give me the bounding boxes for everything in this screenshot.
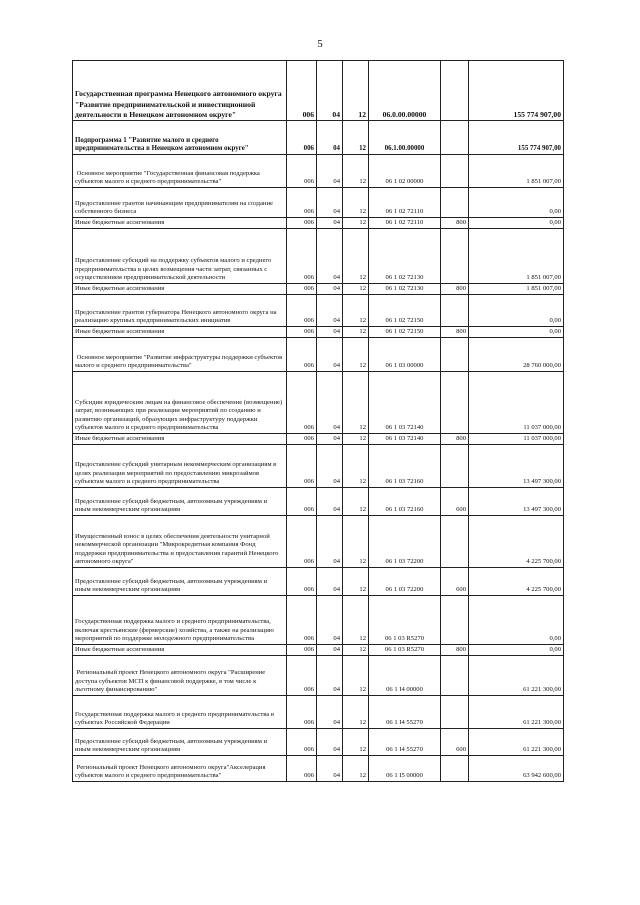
row-subsection: 12 bbox=[343, 284, 369, 295]
row-amount: 61 221 300,00 bbox=[469, 656, 564, 696]
row-section: 04 bbox=[317, 729, 343, 756]
row-target-article: 06 1 03 72200 bbox=[369, 516, 441, 568]
table-row bbox=[73, 218, 564, 229]
row-subsection: 12 bbox=[343, 756, 369, 782]
row-amount: 4 225 700,00 bbox=[469, 516, 564, 568]
row-admin-code: 006 bbox=[287, 61, 317, 121]
row-name: Предоставление субсидий на поддержку субъектов малого и среднего предпринимательства в целях возмещения части затрат, связанных с осуществлением предпринимательской деятельности bbox=[73, 229, 287, 284]
row-target-article: 06 1 02 72150 bbox=[369, 327, 441, 338]
row-admin-code: 006 bbox=[287, 218, 317, 229]
row-name: Государственная поддержка малого и среднего предпринимательства, включая крестьянские (фермерские) хозяйства, а также на реализацию мероприятий по поддержке молодежного предпринимательства bbox=[73, 596, 287, 645]
row-subsection: 12 bbox=[343, 729, 369, 756]
row-subsection: 12 bbox=[343, 295, 369, 327]
row-name: Региональный проект Ненецкого автономного округа"Акселерация субъектов малого и среднего предпринимательства" bbox=[73, 756, 287, 782]
row-name: Предоставление грантов губернатора Ненецкого автономного округа на реализацию крупных предпринимательских инициатив bbox=[73, 295, 287, 327]
row-target-article: 06 1 03 72140 bbox=[369, 434, 441, 445]
row-name: Основное мероприятие "Государственная финансовая поддержка субъектов малого и среднего предпринимательства" bbox=[73, 155, 287, 188]
row-subsection: 12 bbox=[343, 338, 369, 372]
row-expense-type bbox=[441, 61, 469, 121]
table-row bbox=[73, 155, 564, 188]
row-name: Иные бюджетные ассигнования bbox=[73, 645, 287, 656]
row-expense-type bbox=[441, 295, 469, 327]
row-section: 04 bbox=[317, 434, 343, 445]
row-expense-type: 600 bbox=[441, 488, 469, 516]
row-amount: 11 037 000,00 bbox=[469, 434, 564, 445]
row-amount: 0,00 bbox=[469, 645, 564, 656]
row-admin-code: 006 bbox=[287, 284, 317, 295]
row-amount: 0,00 bbox=[469, 596, 564, 645]
row-subsection: 12 bbox=[343, 645, 369, 656]
row-amount: 0,00 bbox=[469, 295, 564, 327]
row-subsection: 12 bbox=[343, 516, 369, 568]
row-section: 04 bbox=[317, 445, 343, 488]
row-subsection: 12 bbox=[343, 488, 369, 516]
row-name: Предоставление субсидий бюджетным, автономным учреждениям и иным некоммерческим организациям bbox=[73, 568, 287, 596]
row-subsection: 12 bbox=[343, 568, 369, 596]
row-amount: 61 221 300,00 bbox=[469, 729, 564, 756]
row-amount: 155 774 907,00 bbox=[469, 61, 564, 121]
row-section: 04 bbox=[317, 372, 343, 434]
row-section: 04 bbox=[317, 284, 343, 295]
row-expense-type: 800 bbox=[441, 218, 469, 229]
table-row bbox=[73, 121, 564, 155]
row-expense-type bbox=[441, 229, 469, 284]
row-target-article: 06 1 02 72130 bbox=[369, 284, 441, 295]
row-admin-code: 006 bbox=[287, 645, 317, 656]
table-row bbox=[73, 568, 564, 596]
table-row bbox=[73, 729, 564, 756]
row-subsection: 12 bbox=[343, 155, 369, 188]
row-admin-code: 006 bbox=[287, 729, 317, 756]
row-target-article: 06 1 03 R5270 bbox=[369, 596, 441, 645]
row-name: Предоставление субсидий бюджетным, автономным учреждениям и иным некоммерческим организациям bbox=[73, 729, 287, 756]
row-expense-type bbox=[441, 121, 469, 155]
table-row bbox=[73, 516, 564, 568]
row-expense-type bbox=[441, 756, 469, 782]
table-row bbox=[73, 696, 564, 729]
row-amount: 13 497 300,00 bbox=[469, 445, 564, 488]
row-section: 04 bbox=[317, 756, 343, 782]
row-expense-type bbox=[441, 516, 469, 568]
row-subsection: 12 bbox=[343, 434, 369, 445]
row-target-article: 06 1 03 72140 bbox=[369, 372, 441, 434]
row-target-article: 06 1 02 72150 bbox=[369, 295, 441, 327]
row-target-article: 06 1 I5 00000 bbox=[369, 756, 441, 782]
row-admin-code: 006 bbox=[287, 155, 317, 188]
row-amount: 0,00 bbox=[469, 218, 564, 229]
row-amount: 1 851 007,00 bbox=[469, 284, 564, 295]
table-row bbox=[73, 372, 564, 434]
row-subsection: 12 bbox=[343, 445, 369, 488]
row-admin-code: 006 bbox=[287, 327, 317, 338]
row-name: Предоставление субсидий бюджетным, автономным учреждениям и иным некоммерческим организациям bbox=[73, 488, 287, 516]
budget-table-body bbox=[73, 61, 564, 782]
row-expense-type bbox=[441, 338, 469, 372]
row-subsection: 12 bbox=[343, 696, 369, 729]
table-row bbox=[73, 756, 564, 782]
row-section: 04 bbox=[317, 568, 343, 596]
row-expense-type: 800 bbox=[441, 284, 469, 295]
row-subsection: 12 bbox=[343, 372, 369, 434]
row-expense-type bbox=[441, 445, 469, 488]
row-target-article: 06 1 03 72160 bbox=[369, 445, 441, 488]
row-section: 04 bbox=[317, 327, 343, 338]
row-name: Государственная поддержка малого и среднего предпринимательства в субъектах Российской Федерации bbox=[73, 696, 287, 729]
budget-table bbox=[72, 60, 564, 782]
row-name: Иные бюджетные ассигнования bbox=[73, 327, 287, 338]
row-target-article: 06 1 02 72110 bbox=[369, 188, 441, 218]
row-section: 04 bbox=[317, 338, 343, 372]
row-admin-code: 006 bbox=[287, 656, 317, 696]
table-row bbox=[73, 338, 564, 372]
row-name: Основное мероприятие "Развитие инфраструктуры поддержки субъектов малого и среднего предпринимательства" bbox=[73, 338, 287, 372]
row-subsection: 12 bbox=[343, 121, 369, 155]
row-admin-code: 006 bbox=[287, 756, 317, 782]
row-name: Региональный проект Ненецкого автономного округа "Расширение доступа субъектов МСП к финансовой поддержке, в том числе к льготному финансированию" bbox=[73, 656, 287, 696]
table-row bbox=[73, 488, 564, 516]
row-expense-type bbox=[441, 155, 469, 188]
row-target-article: 06 1 03 R5270 bbox=[369, 645, 441, 656]
row-subsection: 12 bbox=[343, 327, 369, 338]
row-name: Имущественный взнос в целях обеспечения деятельности унитарной некоммерческой организации "Микрокредитная компания Фонд поддержки предпринимательства и предоставления гарантий Ненецкого автономного округа" bbox=[73, 516, 287, 568]
table-row bbox=[73, 284, 564, 295]
table-row bbox=[73, 61, 564, 121]
row-section: 04 bbox=[317, 218, 343, 229]
row-amount: 1 851 007,00 bbox=[469, 229, 564, 284]
row-target-article: 06 1 I4 55270 bbox=[369, 696, 441, 729]
row-expense-type bbox=[441, 372, 469, 434]
row-admin-code: 006 bbox=[287, 372, 317, 434]
row-name: Государственная программа Ненецкого автономного округа "Развитие предпринимательской и инвестиционной деятельности в Ненецком автономном округе" bbox=[73, 61, 287, 121]
row-section: 04 bbox=[317, 229, 343, 284]
row-expense-type bbox=[441, 656, 469, 696]
row-amount: 13 497 300,00 bbox=[469, 488, 564, 516]
row-expense-type: 600 bbox=[441, 729, 469, 756]
row-target-article: 06 1 02 72110 bbox=[369, 218, 441, 229]
table-row bbox=[73, 596, 564, 645]
table-row bbox=[73, 656, 564, 696]
row-expense-type: 800 bbox=[441, 434, 469, 445]
row-amount: 1 851 007,00 bbox=[469, 155, 564, 188]
row-amount: 4 225 700,00 bbox=[469, 568, 564, 596]
row-admin-code: 006 bbox=[287, 696, 317, 729]
row-target-article: 06 1 02 72130 bbox=[369, 229, 441, 284]
row-target-article: 06 1 03 72160 bbox=[369, 488, 441, 516]
row-name: Иные бюджетные ассигнования bbox=[73, 218, 287, 229]
row-subsection: 12 bbox=[343, 229, 369, 284]
row-subsection: 12 bbox=[343, 188, 369, 218]
row-admin-code: 006 bbox=[287, 434, 317, 445]
row-subsection: 12 bbox=[343, 61, 369, 121]
row-expense-type: 600 bbox=[441, 568, 469, 596]
row-target-article: 06 1 03 00000 bbox=[369, 338, 441, 372]
row-amount: 11 037 000,00 bbox=[469, 372, 564, 434]
row-expense-type: 800 bbox=[441, 645, 469, 656]
row-amount: 63 942 600,00 bbox=[469, 756, 564, 782]
row-amount: 0,00 bbox=[469, 327, 564, 338]
row-section: 04 bbox=[317, 121, 343, 155]
row-target-article: 06 1 02 00000 bbox=[369, 155, 441, 188]
row-subsection: 12 bbox=[343, 596, 369, 645]
row-name: Субсидии юридическим лицам на финансовое обеспечение (возмещение) затрат, возникающих при реализации мероприятий по созданию и развитию организаций, образующих инфраструктуру поддержки субъектов малого и среднего предпринимательства bbox=[73, 372, 287, 434]
row-section: 04 bbox=[317, 295, 343, 327]
row-expense-type bbox=[441, 696, 469, 729]
row-admin-code: 006 bbox=[287, 229, 317, 284]
row-section: 04 bbox=[317, 656, 343, 696]
row-admin-code: 006 bbox=[287, 596, 317, 645]
row-admin-code: 006 bbox=[287, 188, 317, 218]
row-section: 04 bbox=[317, 488, 343, 516]
row-section: 04 bbox=[317, 61, 343, 121]
row-target-article: 06 1 03 72200 bbox=[369, 568, 441, 596]
row-section: 04 bbox=[317, 188, 343, 218]
row-admin-code: 006 bbox=[287, 516, 317, 568]
row-admin-code: 006 bbox=[287, 121, 317, 155]
row-expense-type: 800 bbox=[441, 327, 469, 338]
row-amount: 61 221 300,00 bbox=[469, 696, 564, 729]
row-expense-type bbox=[441, 596, 469, 645]
row-target-article: 06 1 I4 55270 bbox=[369, 729, 441, 756]
table-row bbox=[73, 434, 564, 445]
row-target-article: 06.0.00.00000 bbox=[369, 61, 441, 121]
row-target-article: 06 1 I4 00000 bbox=[369, 656, 441, 696]
row-subsection: 12 bbox=[343, 218, 369, 229]
row-name: Предоставление субсидий унитарным некоммерческим организациям в целях реализации мероприятий по предоставлению микрозаймов субъектам малого и среднего предпринимательства bbox=[73, 445, 287, 488]
row-amount: 28 760 000,00 bbox=[469, 338, 564, 372]
page-number: 5 bbox=[317, 38, 323, 50]
row-expense-type bbox=[441, 188, 469, 218]
row-amount: 0,00 bbox=[469, 188, 564, 218]
row-amount: 155 774 907,00 bbox=[469, 121, 564, 155]
row-admin-code: 006 bbox=[287, 568, 317, 596]
row-admin-code: 006 bbox=[287, 338, 317, 372]
row-admin-code: 006 bbox=[287, 295, 317, 327]
row-admin-code: 006 bbox=[287, 488, 317, 516]
row-target-article: 06.1.00.00000 bbox=[369, 121, 441, 155]
row-name: Подпрограмма 1 "Развитие малого и среднего предпринимательства в Ненецком автономном округе" bbox=[73, 121, 287, 155]
row-admin-code: 006 bbox=[287, 445, 317, 488]
row-name: Иные бюджетные ассигнования bbox=[73, 284, 287, 295]
row-section: 04 bbox=[317, 155, 343, 188]
table-row bbox=[73, 645, 564, 656]
row-name: Предоставление грантов начинающим предпринимателям на создание собственного бизнеса bbox=[73, 188, 287, 218]
table-row bbox=[73, 327, 564, 338]
table-row bbox=[73, 295, 564, 327]
row-section: 04 bbox=[317, 596, 343, 645]
row-subsection: 12 bbox=[343, 656, 369, 696]
table-row bbox=[73, 188, 564, 218]
table-row bbox=[73, 229, 564, 284]
row-section: 04 bbox=[317, 516, 343, 568]
row-name: Иные бюджетные ассигнования bbox=[73, 434, 287, 445]
row-section: 04 bbox=[317, 645, 343, 656]
row-section: 04 bbox=[317, 696, 343, 729]
table-row bbox=[73, 445, 564, 488]
